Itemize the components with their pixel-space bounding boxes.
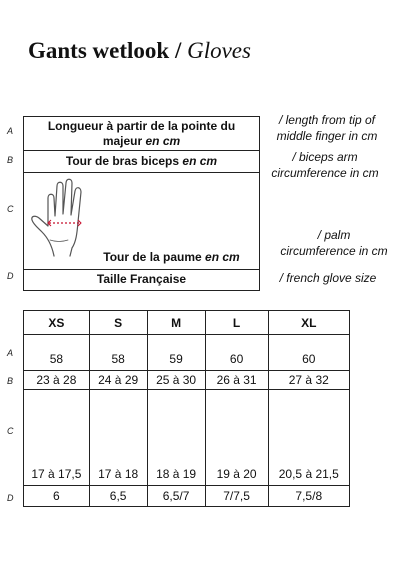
size-row-letter-a: A <box>7 348 14 358</box>
size-header-xs: XS <box>24 311 90 335</box>
side-note-a: / length from tip of middle finger in cm <box>276 113 378 143</box>
measurement-legend <box>23 116 260 291</box>
size-cell: 18 à 19 <box>147 390 205 486</box>
size-header-l: L <box>205 311 268 335</box>
size-cell: 7/7,5 <box>205 486 268 507</box>
size-row-letter-c: C <box>7 426 14 436</box>
size-cell: 6 <box>24 486 90 507</box>
size-cell: 6,5/7 <box>147 486 205 507</box>
size-cell: 17 à 18 <box>89 390 147 486</box>
page-title: Gants wetlook / Gloves <box>28 38 251 63</box>
size-cell: 60 <box>205 335 268 371</box>
size-row-c <box>24 390 350 486</box>
row-letter-d: D <box>7 271 14 281</box>
side-note-c: / palm circumference in cm <box>280 228 388 258</box>
size-cell: 27 à 32 <box>268 371 349 390</box>
size-header-s: S <box>89 311 147 335</box>
size-cell: 7,5/8 <box>268 486 349 507</box>
size-header-m: M <box>147 311 205 335</box>
size-cell: 20,5 à 21,5 <box>268 390 349 486</box>
row-letter-b: B <box>7 155 14 165</box>
size-cell: 26 à 31 <box>205 371 268 390</box>
size-cell: 19 à 20 <box>205 390 268 486</box>
size-cell: 58 <box>24 335 90 371</box>
row-letter-a: A <box>7 126 14 136</box>
size-cell: 24 à 29 <box>89 371 147 390</box>
side-note-b: / biceps arm circumference in cm <box>271 150 379 180</box>
size-row-letter-b: B <box>7 376 14 386</box>
hand-diagram-icon <box>30 178 100 258</box>
legend-row-d: Taille Française <box>96 272 187 286</box>
size-header-xl: XL <box>268 311 349 335</box>
legend-row-b: Tour de bras biceps en cm <box>24 151 259 173</box>
size-table <box>23 310 350 507</box>
size-cell: 17 à 17,5 <box>24 390 90 486</box>
size-cell: 59 <box>147 335 205 371</box>
size-row-letter-d: D <box>7 493 14 503</box>
size-row-a <box>24 335 350 371</box>
row-letter-c: C <box>7 204 14 214</box>
size-header-row <box>24 311 350 335</box>
side-note-d: / french glove size <box>279 271 377 285</box>
size-cell: 58 <box>89 335 147 371</box>
size-row-b <box>24 371 350 390</box>
legend-row-c <box>24 172 259 270</box>
legend-row-c-label: Tour de la paume en cm <box>103 250 240 264</box>
size-cell: 6,5 <box>89 486 147 507</box>
legend-row-a: Longueur à partir de la pointe du majeur en cm <box>24 117 259 151</box>
size-row-d <box>24 486 350 507</box>
size-cell: 25 à 30 <box>147 371 205 390</box>
size-cell: 60 <box>268 335 349 371</box>
size-cell: 23 à 28 <box>24 371 90 390</box>
